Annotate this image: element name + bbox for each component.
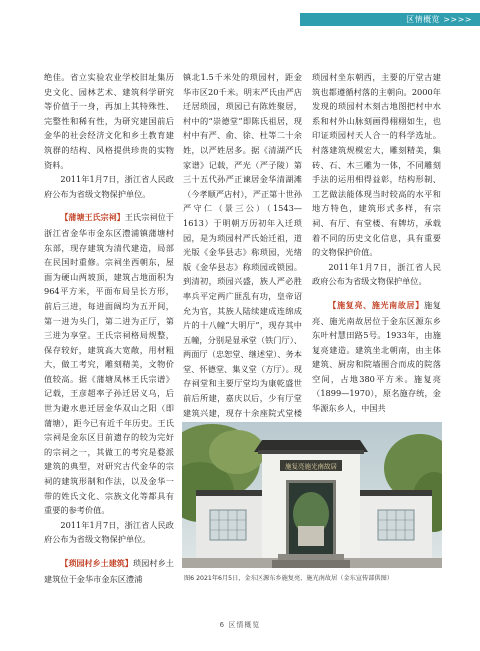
text-column-2 [183,70,302,435]
section-title: 【蒲塘王氏宗祠】 [60,213,125,223]
paragraph: 2011年1月7日，浙江省人民政府公布为省级文物保护单位。 [44,519,174,545]
section-title: 【施复亮、施光南故居】 [328,300,424,310]
paragraph: 镇北1.5千米处的琐园村，距金华市区20千米。明末严氏由严店迁居琐园，琐园已有陈姓聚居，村中的“崇德堂”即陈氏祖居，现村中有严、俞、徐、杜等二十余姓，以严姓居多。据《清湖严氏家谱》记载，严光（严子陵）第三十五代孙严正谏居金华清湖滩（今孝顺严店村），严正第十世孙严守仁（景三公）（1543—1613）于明朝万历初年入迁琐园，是为琐园村严氏始迁祖，道光版《金华县志》称琐园，光绪版《金华县志》称琐园或锁园。到清初，琐园兴盛，族人严必胜率兵平定两广匪乱有功，皇帝诏允为官，其族人陆续建成连绵成片的十八幢“大明厅”，现存其中五幢，分别是显承堂（铁门厅）、两面厅（忠恕堂、继述堂）、务本堂、怀德堂、集义堂（方厅）。现存祠堂和主要厅堂均为康乾盛世前后所建，嘉庆以后，少有厅堂建筑兴建，现存十余座院式堂楼 [183,72,302,418]
section-paragraph [312,298,441,416]
section-arrows: >>>> [443,15,472,24]
section-paragraph [44,556,174,586]
courtyard-gate-illustration [182,422,442,568]
paragraph: 2011年1月7日，浙江省人民政府公布为省级文物保护单位。 [312,261,441,287]
photo-caption: 图6 2021年6月5日，金东区源东乡施复亮、施光南故居（金东宣传部供图） [184,575,393,582]
section-title: 【琐园村乡土建筑】 [60,559,133,568]
section-paragraph [44,210,174,517]
text-column-1 [44,70,174,586]
text-column-3 [312,70,441,416]
section-body: 琐园村乡土建筑位于金华市金东区澧浦 [44,558,174,584]
paragraph: 绝佳。省立实验农业学校旧址集历史文化、园林艺术、建筑科学研究等价值于一身，再加上其特殊性、完整性和稀有性，为研究建国前后金华的社会经济文化和乡土教育建筑群的结构、风格提供珍贵的实物资料。 [44,72,174,170]
section-body: 施复亮、施光南故居位于金东区源东乡东叶村慧田路5号。1933年，由施复亮建造。建筑坐北朝南，由主体建筑、厨房和院墙围合而成的院落空间，占地380平方米。施复亮（1899—1970），原名施存统，金华源东乡人，中国共 [312,299,441,414]
section-header-bar [300,13,480,26]
paragraph: 琐园村坐东朝西，主要的厅堂古建筑也都遵循村落的主朝向。2000年发现的琐园村木刻古地图把村中水系和村外山脉刻画得栩栩如生，也印证琐园村天人合一的科学选址。村落建筑规模宏大，雕刻精美，集砖、石、木三雕为一体，不同雕刻手法的运用相得益彰，结构形制、工艺做法能体现当时较高的水平和地方特色，建筑形式多样，有宗祠、有厅、有堂楼、有牌坊，承载着不同的历史文化信息，具有重要的文物保护价值。 [312,72,441,258]
page-folio: 6 区情概览 [219,621,261,629]
gate-plaque: 施复亮施光南故居 [285,462,337,471]
paragraph: 2011年1月7日，浙江省人民政府公布为省级文物保护单位。 [44,174,174,199]
section-header [406,13,472,26]
former-residence-photo [182,422,442,568]
section-body: 王氏宗祠位于浙江省金华市金东区澧浦镇蒲塘村东部，现存建筑为清代建造，局部在民国时重修。宗祠坐西朝东，屋面为硬山两坡顶，建筑占地面积为964平方米，平面布局呈长方形，前后三进，每进面阔均为五开间，第一进为头门，第二进为正厅，第三进为享堂。王氏宗祠格局规整，保存较好，建筑高大宽敞，用材粗大，做工考究，雕刻精美，文物价值较高。据《蒲塘凤林王氏宗谱》记载，王彦超率子孙迁居义乌，后世为避水患迁居金华双山之阳（即蒲塘），距今已有近千年历史。王氏宗祠是金东区目前遗存的较为完好的宗祠之一，其做工的考究是婺派建筑的典型，对研究古代金华的宗祠的建筑形制和作法，以及金华一带的姓氏文化、宗族文化等都具有重要的参考价值。 [44,212,174,516]
section-name: 区情概览 [406,15,441,24]
